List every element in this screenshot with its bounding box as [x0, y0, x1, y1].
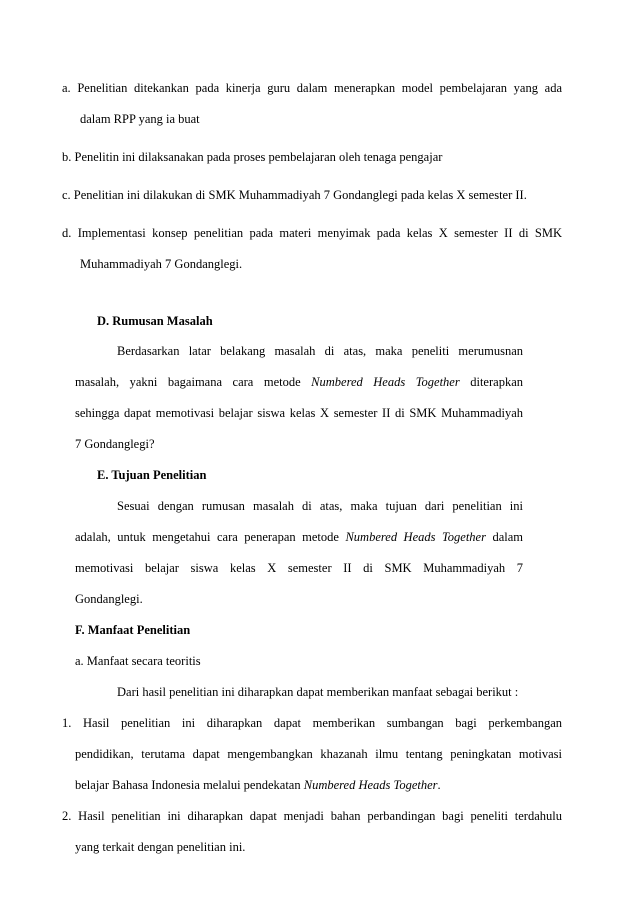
section-d-para-line4: 7 Gondanglegi?	[75, 437, 155, 451]
section-e-para-line4: Gondanglegi.	[75, 592, 143, 606]
section-d-para-line1: Berdasarkan latar belakang masalah di atas, maka peneliti merumusnan	[117, 344, 523, 358]
list-item-c: c. Penelitian ini dilakukan di SMK Muhammadiyah 7 Gondanglegi pada kelas X semester II.	[62, 188, 527, 202]
list-item-a-line2: dalam RPP yang ia buat	[80, 112, 200, 126]
benefit-1-line2: pendidikan, terutama dapat mengembangkan khazanah ilmu tentang peningkatan motivasi	[75, 747, 562, 761]
list-item-d-line1: d. Implementasi konsep penelitian pada materi menyimak pada kelas X semester II di SMK	[62, 226, 562, 240]
list-item-d-line2: Muhammadiyah 7 Gondanglegi.	[80, 257, 243, 271]
section-f-intro: Dari hasil penelitian ini diharapkan dapat memberikan manfaat sebagai berikut :	[117, 685, 519, 699]
benefit-2-line2: yang terkait dengan penelitian ini.	[75, 840, 246, 854]
benefit-2-line1: 2. Hasil penelitian ini diharapkan dapat menjadi bahan perbandingan bagi peneliti terdahulu	[62, 809, 562, 823]
section-f-heading: F. Manfaat Penelitian	[75, 623, 191, 637]
section-d-para-line2: masalah, yakni bagaimana cara metode Numbered Heads Together diterapkan	[75, 375, 523, 389]
section-d-heading: D. Rumusan Masalah	[97, 314, 213, 328]
section-e-para-line1: Sesuai dengan rumusan masalah di atas, maka tujuan dari penelitian ini	[117, 499, 523, 513]
section-e-para-line3: memotivasi belajar siswa kelas X semester II di SMK Muhammadiyah 7	[75, 561, 523, 575]
section-e-para-line2: adalah, untuk mengetahui cara penerapan metode Numbered Heads Together dalam	[75, 530, 524, 544]
section-f-subheading: a. Manfaat secara teoritis	[75, 654, 201, 668]
benefit-1-line3: belajar Bahasa Indonesia melalui pendekatan Numbered Heads Together.	[75, 778, 441, 792]
benefit-1-line1: 1. Hasil penelitian ini diharapkan dapat memberikan sumbangan bagi perkembangan	[62, 716, 562, 730]
section-d-para-line3: sehingga dapat memotivasi belajar siswa kelas X semester II di SMK Muhammadiyah	[75, 406, 523, 420]
list-item-b: b. Penelitin ini dilaksanakan pada proses pembelajaran oleh tenaga pengajar	[62, 150, 443, 164]
list-item-a-line1: a. Penelitian ditekankan pada kinerja guru dalam menerapkan model pembelajaran yang ada	[62, 81, 562, 95]
section-e-heading: E. Tujuan Penelitian	[97, 468, 207, 482]
